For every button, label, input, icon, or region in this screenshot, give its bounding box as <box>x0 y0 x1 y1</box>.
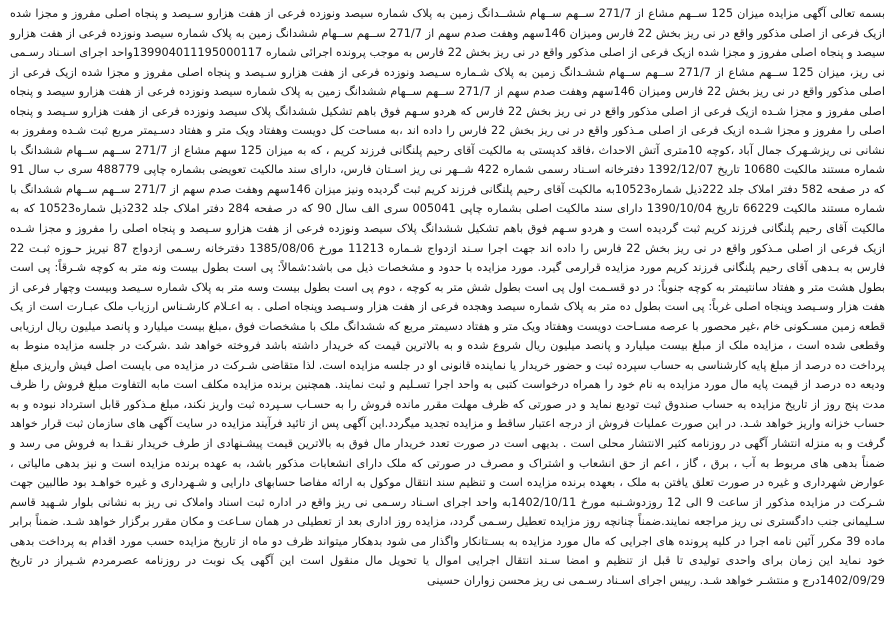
auction-notice-text: بسمه تعالی آگهی مزایده میزان 125 ســهم مشاع از 271/7 ســهم ســهام ششــدانگ زمین به پلاک شماره سیصد ونوزده فرعی از هفت هزارو سـیصد و پنجاه اصلی مفروز و مجزا شده ازیک فرعی از اصلی مذکور واقع در نی ریز بخش 22 فارس ومیزان 146سهم وهفت صدم سهم از 271/7 ســهم ســهام ششدانگ زمین به پلاک شماره سیصد ونوزده فرعی از هفت هزارو سیصد و پنجاه اصلی مفروز و مجزا شده ازیک فرعی از اصلی مذکور واقع در نی ریز بخش 22 فارس به موجب پرونده اجرائی شماره 139904011195000117واحد اجرای اسـناد رسـمی نی ریز، میزان 125 ســهم مشاع از 271/7 ســهم ســهام ششـدانگ زمین به پلاک شـماره سـیصد ونوزده فرعی از هفت هزارو سـیصد و پنجاه اصلی مفروز و مجزا شده ازیک فرعی از اصلی مذکور واقع در نی ریز بخش 22 فارس ومیزان 146سهم وهفت صدم سهم از 271/7 ســهم ســهام ششدانگ زمین به پلاک شماره سیصد ونوزده فرعی از هفت هزارو سیصد و پنجاه اصلی مفروز و مجزا شـده ازیک فرعی از اصلی مذکور واقع در نی ریز بخش 22 فارس که هردو سـهم فوق باهم تشکیل ششدانگ پلاک سیصد ونوزده فرعی از هفت هزارو سـیصد و پنجاه اصلی را مفروز و مجزا شـده ازیک فرعی از اصلی مـذکور واقع در نی ریز بخش 22 فارس را داده اند ،به مساحت کل دویست وهفتاد ویک متر و هفتاد دسـیمتر مربع ثبت شـده ومفروز به نشانی نی ریزشـهرک جمال آباد ،کوچه 10متری آتش الاحداث ،فاقد کدپستی به مالکیت آقای رحیم پلنگانی فرزند کریم ، که به میزان 125 سهم مشاع از 271/7 ســهم ســهام ششدانگ با شماره مستند مالکیت 10680 تاریخ 1392/12/07 دفترخانه اسـناد رسمی شماره 422 شــهر نی ریز اسـتان فارس، دارای سند مالکیت تعویضی بشماره چاپی 488779 سری ب سال 91 که در صفحه 582 دفتر املاک جلد 222ذیل شماره10523به مالکیت آقای رحیم پلنگانی فرزند کریم ثبت گردیده ونیز میزان 146سهم وهفت صدم سهم از 271/7 ســهم ســهام ششدانگ با شماره مستند مالکیت 66229 تاریخ 1390/10/04 دارای سند مالکیت اصلی بشماره چاپی 005041 سری الف سال 90 که در صفحه 284 دفتر املاک جلد 232ذیل شماره10523 که به مالکیت آقای رحیم پلنگانی فرزند کریم ثبت گردیده است و هردو سـهم فوق باهم تشکیل ششدانگ پلاک سیصد ونوزده فرعی از هفت هزارو سـیصد و پنجاه اصلی را مفروز و مجزا شـده ازیک فرعی از اصلی مـذکور واقع در نی ریز بخش 22 فارس را داده اند جهت اجرا سـند ازدواج شـماره 11213 مورخ 1385/08/06 دفترخانه رسـمی ازدواج 87 نیریز حـوزه ثبـت 22 فارس به بـدهی آقای رحیم پلنگانی فرزند کریم مورد مزایده قرارمی گیرد. مورد مزایده با حدود و مشخصات ذیل می باشد:شمالاً: پی است بطول بیست ونه متر به کوچه شـرقاً: پی است بطول هشت متر و هفتاد سانتیمتر به کوچه جنوباً: در دو قسـمت اول پی است بطول شش متر به کوچه ، دوم پی است بطول بیست وسه متر به پلاک شماره سـیصد وبیست وچهار فرعی از هفت هزار وسـیصد وپنجاه اصلی غرباً: پی است بطول ده متر به پلاک شماره سیصد وهجده فرعی از هفت هزار وسـیصد وپنجاه اصلی . به اعـلام کارشـناس ارزیاب ملک عبـارت است از یک قطعه زمین مسـکونی خام ،غیر محصور با عرصه مسـاحت دویست وهفتاد ویک متر و هفتاد دسیمتر مربع که ششدانگ ملک با مشخصات فوق ،مبلغ بیست میلیارد و پانصد میلیون ریال ارزیابی وقطعی شده است ، مزایده ملک از مبلغ بیست میلیارد و پانصد میلیون ریال شروع شده و به بالاترین قیمت که خریدار داشته باشد فروخته خواهد شد .شرکت در جلسه مزایده منوط به پرداخت ده درصد از مبلغ پایه کارشناسی به حساب سپرده ثبت و حضور خریدار یا نماینده قانونی او در جلسه مزایده است. لذا متقاضی شـرکت در مزایده می بایست اصل فیش واریزی مبلغ ودیعه ده درصد از قیمت پایه مال مورد مزایده به نام خود را همراه درخواست کتبی به واحد اجرا تسـلیم و ثبت نمایند. همچنین برنده مزایده مکلف است مابه التفاوت مبلغ فروش را ظرف مدت پنج روز از تاریخ مزایده به حساب صندوق ثبت تودیع نماید و در صورتی که ظرف مهلت مقرر مانده فروش را به حسـاب سـپرده ثبت واریز نکند، مبلغ مـذکور قابل استرداد نبوده و به حساب خزانه واریز خواهد شـد. در این صورت عملیات فروش از درجه اعتبار ساقط و مزایده تجدید میگردد.این آگهی پس از تائید فرآیند مزایده در سایت آگهی های سازمان ثبت قرار خواهد گرفت و به منزله انتشار آگهی در روزنامه کثیر الانتشار محلی است . بدیهی است در صورت تعدد خریدار مال فوق به بالاترین قیمت پیشـنهادی از طرف خریدار نقـدا به فروش می رسد و ضمناً بدهی های مربوط به آب ، برق ، گاز ، اعم از حق انشعاب و اشتراک و مصرف در صورتی که ملک دارای انشعابات مذکور باشد، به عهده برنده مزایده است و نیز بدهی مالیاتی ، عوارض شهرداری و غیره در صورت تعلق یافتن به ملک ، بعهده برنده مزایده است و تنظیم سند انتقال موکول به ارائه مفاصا حسابهای دارایی و شـهرداری و غیره خواهـد بود طالبین جهت شـرکت در مزایده مذکور از ساعت 9 الی 12 روزدوشـنبه مورخ 1402/10/11به واحد اجرای اسـناد رسـمی نی ریز واقع در اداره ثبت اسناد واملاک نی ریز به نشانی بلوار شـهید قاسم سـلیمانی جنب دادگستری نی ریز مراجعه نمایند.ضمناً چنانچه روز مزایده تعطیل رسـمی گردد، مزایده روز اداری بعد از تعطیلی در همان سـاعت و مکان مقرر برگزار خواهد شـد. ضمناً برابر ماده 39 مکرر آئین نامه اجرا در کلیه پرونده های اجرایی که مال مورد مزایده به بسـتانکار واگذار می شود بدهکار میتواند ظرف دو ماه از تاریخ مزایده حسب مورد اقدام به پرداخت بدهی خود نماید این زمان برای واحدی تولیدی تا قبل از تنظیم و امضا سـند انتقال اجرایی اموال یا تحویل مال منقول است این آگهی یک نوبت در روزنامه عصرمردم شـیراز در تاریخ 1402/09/29درج و منتشـر خواهد شـد. رییس اجرای اسـناد رسـمی نی ریز محسن زواران حسینی <box>10 7 886 587</box>
